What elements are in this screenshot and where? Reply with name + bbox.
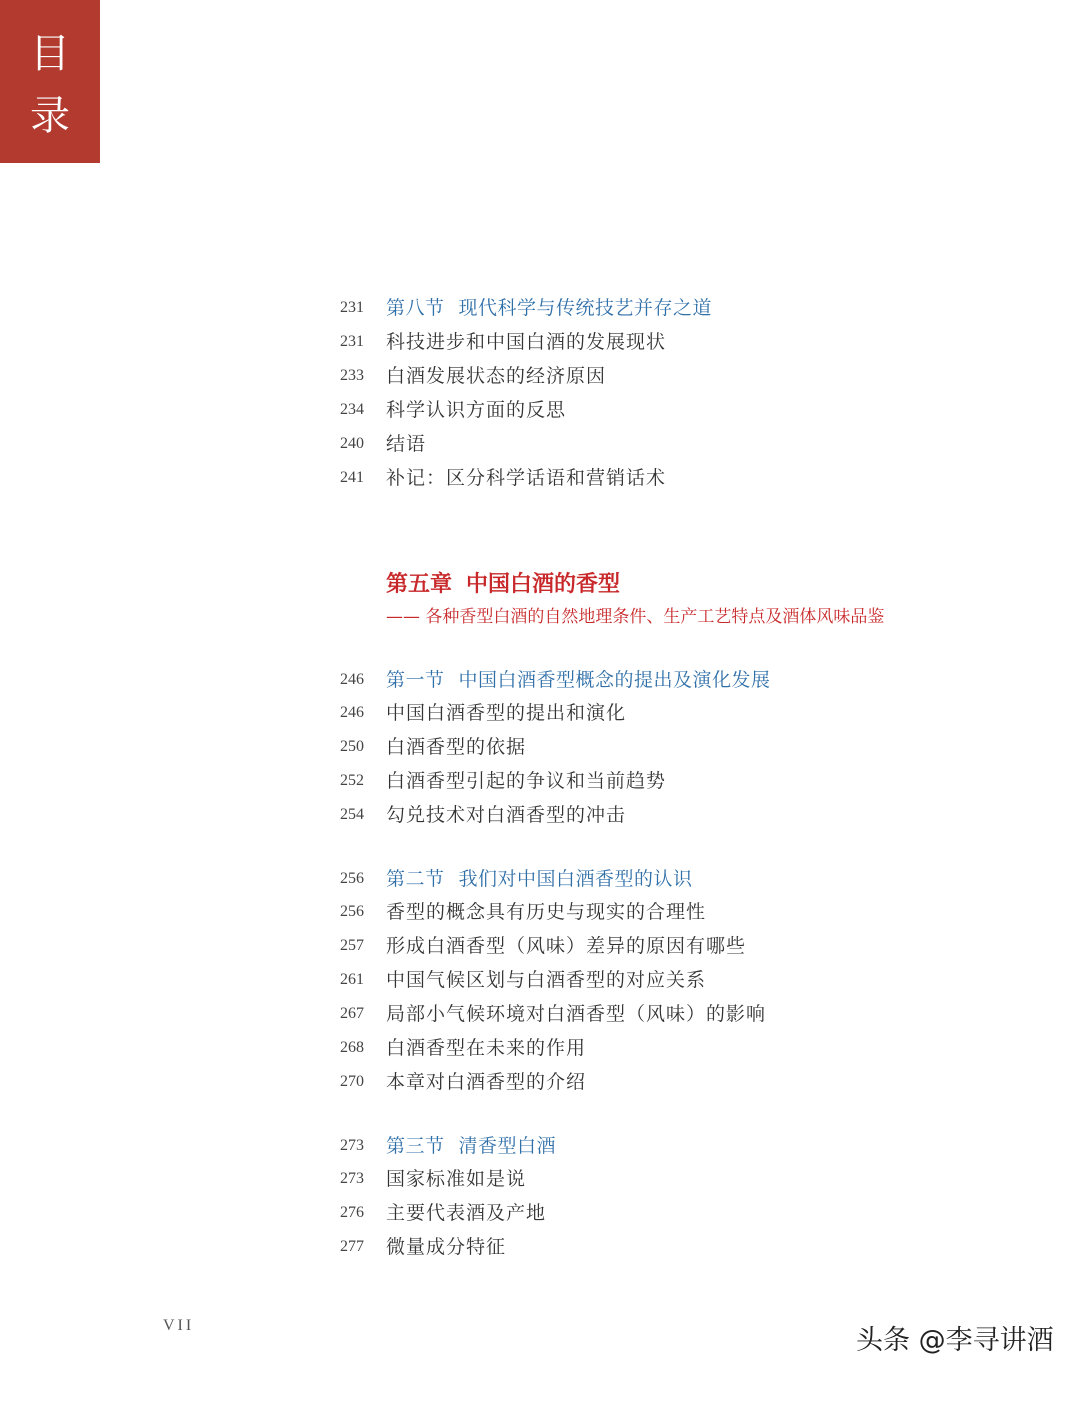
page-number: 231 — [340, 333, 364, 350]
page-number: 270 — [340, 1073, 364, 1090]
entry-title: 国家标准如是说 — [386, 1168, 527, 1190]
section-title: 清香型白酒 — [458, 1135, 557, 1157]
page-number: 267 — [340, 1005, 364, 1022]
section-title: 中国白酒香型概念的提出及演化发展 — [458, 669, 771, 691]
chapter-label: 第五章 — [386, 571, 453, 597]
page-number: 277 — [340, 1238, 364, 1255]
page-number: 256 — [340, 870, 364, 887]
toc-header-char-1: 目 — [30, 31, 70, 77]
entry-title: 科学认识方面的反思 — [386, 399, 567, 421]
entry-title: 白酒香型引起的争议和当前趋势 — [386, 770, 667, 792]
chapter-heading[interactable] — [386, 566, 620, 602]
entry-title: 勾兑技术对白酒香型的冲击 — [386, 804, 627, 826]
entry-title: 香型的概念具有历史与现实的合理性 — [386, 901, 707, 923]
page-number: 233 — [340, 367, 364, 384]
watermark: 头条 @李寻讲酒 — [856, 1325, 1054, 1356]
page-number: 276 — [340, 1204, 364, 1221]
entry-title: 白酒发展状态的经济原因 — [386, 365, 607, 387]
page-number: 246 — [340, 671, 364, 688]
page-number: 256 — [340, 903, 364, 920]
page-number: 241 — [340, 469, 364, 486]
section-title: 我们对中国白酒香型的认识 — [458, 868, 693, 890]
page-number: 273 — [340, 1170, 364, 1187]
entry-title: 结语 — [386, 433, 427, 455]
entry-title: 补记：区分科学话语和营销话术 — [386, 467, 667, 489]
entry-title: 微量成分特征 — [386, 1236, 507, 1258]
page-number: 273 — [340, 1137, 364, 1154]
entry-title: 局部小气候环境对白酒香型（风味）的影响 — [386, 1003, 767, 1025]
entry-title: 中国白酒香型的提出和演化 — [386, 702, 627, 724]
page-number: 254 — [340, 806, 364, 823]
chapter-title: 中国白酒的香型 — [466, 571, 621, 597]
section-label: 第八节 — [386, 297, 445, 319]
page-number: 252 — [340, 772, 364, 789]
page-number: 246 — [340, 704, 364, 721]
entry-title: 形成白酒香型（风味）差异的原因有哪些 — [386, 935, 747, 957]
section-label: 第三节 — [386, 1135, 445, 1157]
section-label: 第一节 — [386, 669, 445, 691]
page-number: 234 — [340, 401, 364, 418]
entry-title: 白酒香型在未来的作用 — [386, 1037, 587, 1059]
entry-title: 本章对白酒香型的介绍 — [386, 1071, 587, 1093]
entry-title: 白酒香型的依据 — [386, 736, 527, 758]
page-number: 257 — [340, 937, 364, 954]
entry-title: 主要代表酒及产地 — [386, 1202, 547, 1224]
toc-header-tab — [0, 0, 100, 163]
section-label: 第二节 — [386, 868, 445, 890]
entry-title: 中国气候区划与白酒香型的对应关系 — [386, 969, 707, 991]
page-number: 268 — [340, 1039, 364, 1056]
page-number: 231 — [340, 299, 364, 316]
page-folio: VII — [163, 1317, 195, 1334]
entry-title: 科技进步和中国白酒的发展现状 — [386, 331, 667, 353]
page-number: 240 — [340, 435, 364, 452]
page-number: 250 — [340, 738, 364, 755]
section-title: 现代科学与传统技艺并存之道 — [458, 297, 713, 319]
page-number: 261 — [340, 971, 364, 988]
toc-header-char-2: 录 — [30, 93, 70, 139]
chapter-subtitle: —— 各种香型白酒的自然地理条件、生产工艺特点及酒体风味品鉴 — [386, 607, 885, 627]
